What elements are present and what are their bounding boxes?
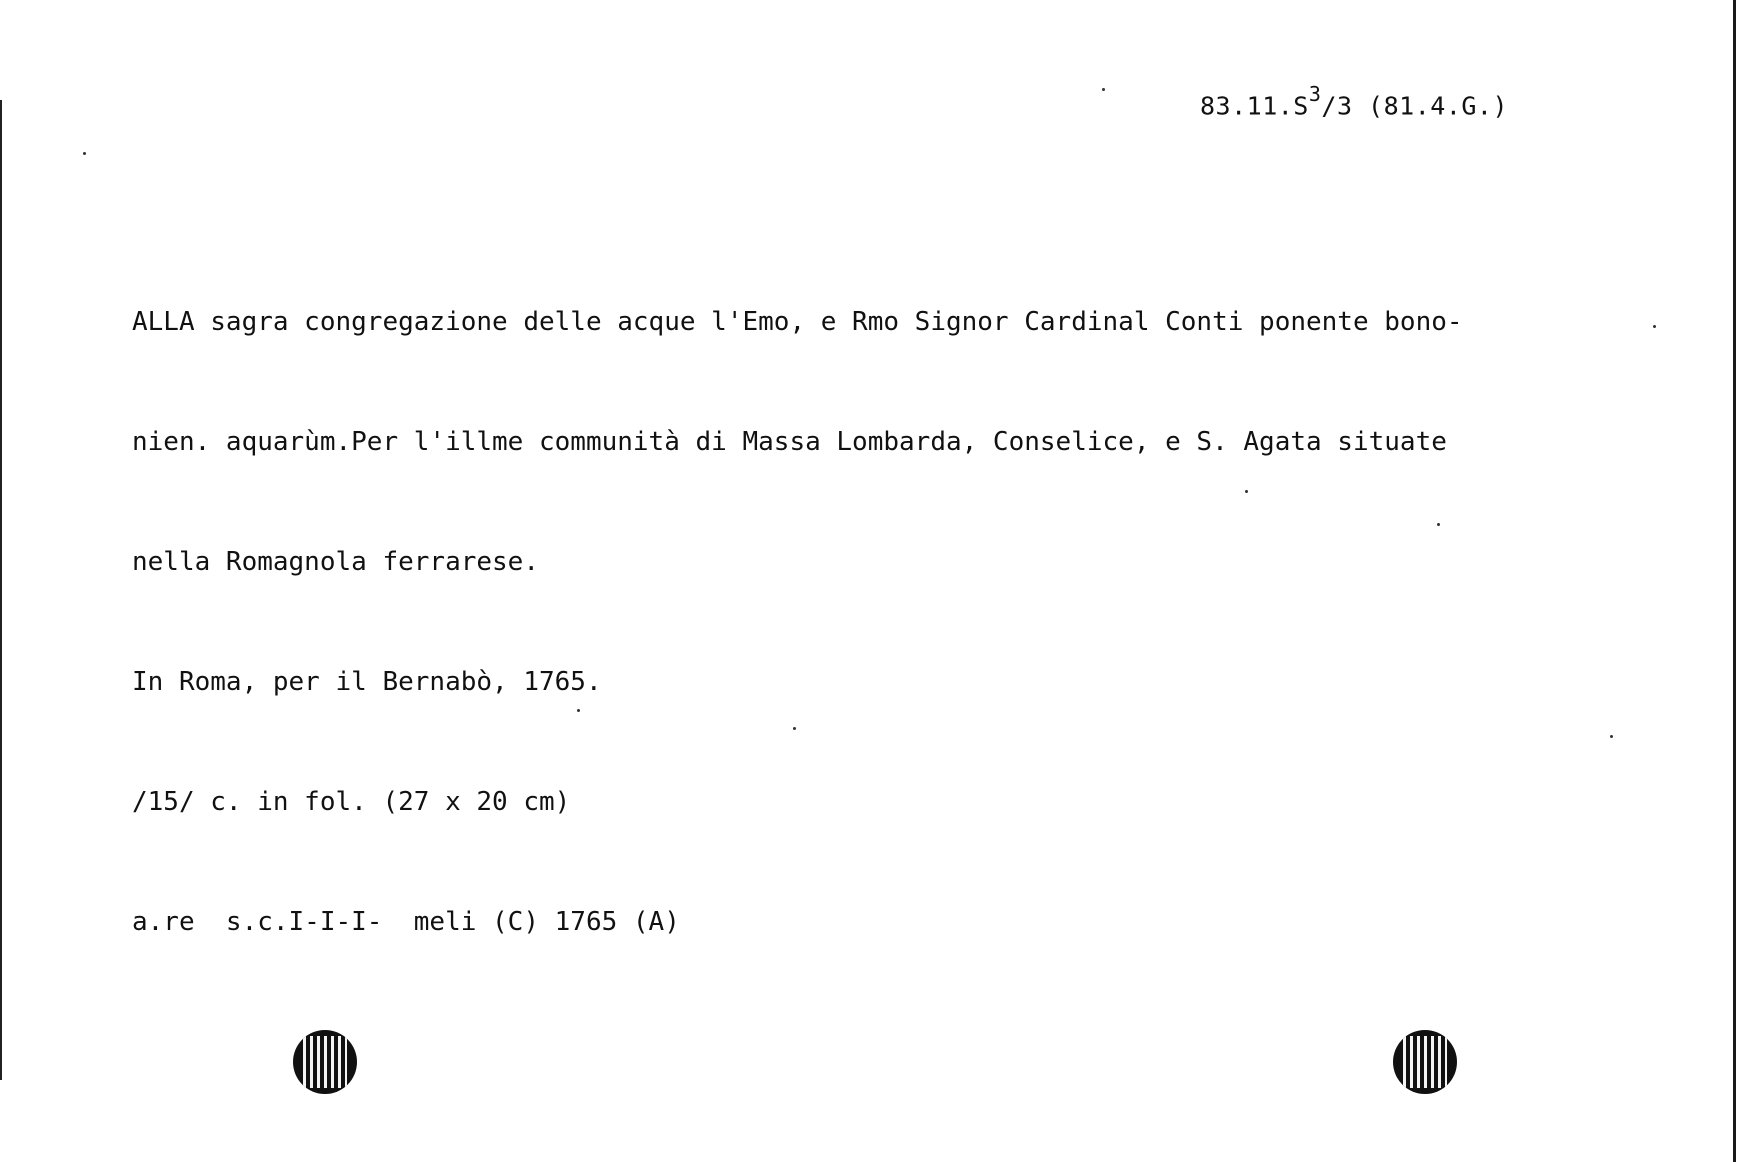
entry-line: nella Romagnola ferrarese. bbox=[132, 547, 539, 577]
entry-line: In Roma, per il Bernabò, 1765. bbox=[132, 667, 602, 697]
dust-speck bbox=[577, 709, 580, 712]
shelfmark-prefix: 83.11.S bbox=[1200, 91, 1309, 121]
dust-speck bbox=[83, 152, 86, 155]
card-right-edge bbox=[1733, 0, 1736, 1162]
entry-line: a.re s.c.I-I-I- meli (C) 1765 (A) bbox=[132, 907, 680, 937]
entry-line: ALLA sagra congregazione delle acque l'Emo, e Rmo Signor Cardinal Conti ponente bono- bbox=[132, 307, 1463, 337]
shelfmark-suffix: /3 (81.4.G.) bbox=[1321, 91, 1509, 121]
shelfmark bbox=[1200, 82, 1509, 121]
punch-hole-left bbox=[293, 1030, 357, 1094]
punch-hole-right bbox=[1393, 1030, 1457, 1094]
shelfmark-superscript: 3 bbox=[1308, 82, 1322, 106]
dust-speck bbox=[793, 727, 796, 730]
card-left-edge bbox=[0, 100, 2, 1080]
dust-speck bbox=[1653, 325, 1656, 328]
dust-speck bbox=[1437, 523, 1440, 526]
dust-speck bbox=[1102, 88, 1105, 91]
entry-line: /15/ c. in fol. (27 x 20 cm) bbox=[132, 787, 571, 817]
catalog-entry bbox=[132, 222, 1552, 1022]
dust-speck bbox=[1245, 490, 1248, 493]
entry-line: nien. aquarùm.Per l'illme communità di Massa Lombarda, Conselice, e S. Agata situate bbox=[132, 427, 1447, 457]
dust-speck bbox=[1610, 735, 1613, 738]
